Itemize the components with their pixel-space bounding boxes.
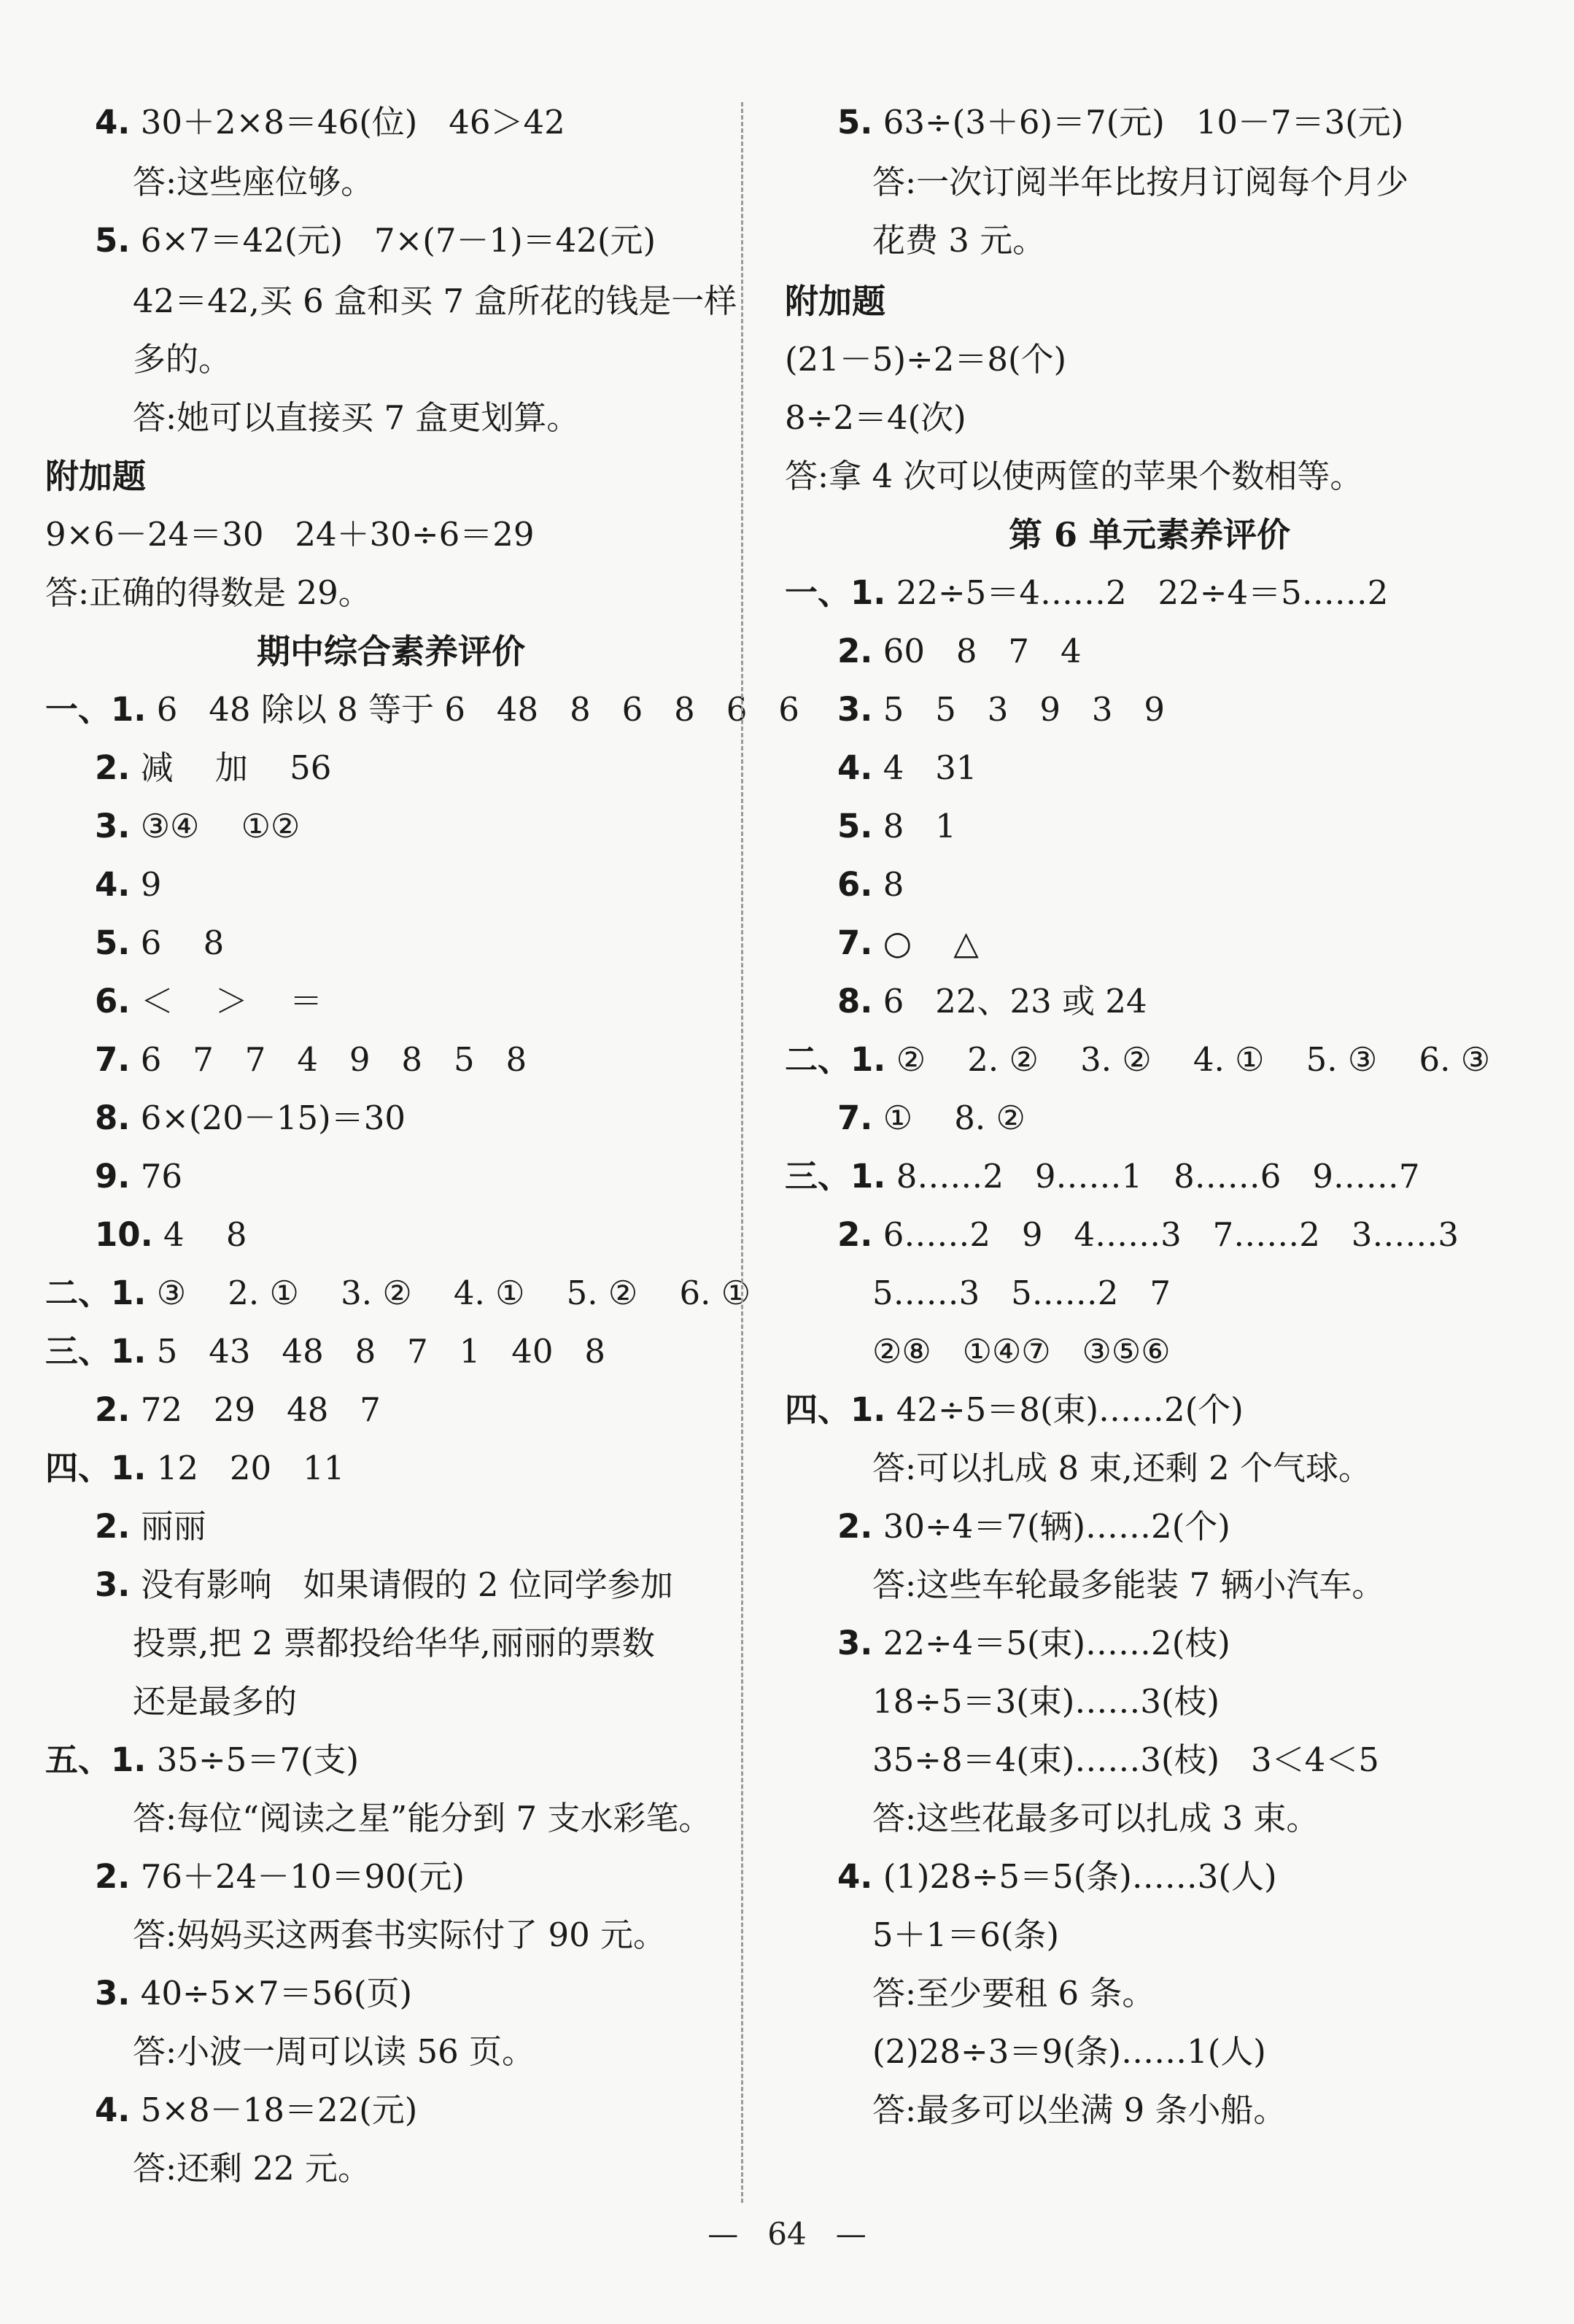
answer-line — [133, 1681, 297, 1722]
answer-text: 答:至少要租 6 条。 — [872, 1974, 1155, 2013]
answer-text: 还是最多的 — [133, 1682, 298, 1721]
question-number: 5. — [95, 221, 131, 260]
answer-line — [95, 1390, 381, 1430]
answer-text: 附加题 — [45, 457, 146, 496]
question-number: 9. — [95, 1157, 131, 1196]
answer-text: 18÷5＝3(束)……3(枝) — [872, 1682, 1220, 1721]
question-number: 5. — [837, 103, 873, 142]
question-number: 五、1. — [45, 1740, 147, 1779]
answer-text: 8 — [883, 865, 904, 904]
answer-text: ③ 2. ① 3. ② 4. ① 5. ② 6. ① — [156, 1274, 751, 1312]
answer-line — [95, 220, 656, 261]
question-number: 二、1. — [45, 1274, 147, 1312]
answer-line — [95, 748, 331, 789]
answer-text: 答:正确的得数是 29。 — [45, 573, 371, 612]
answer-text: 投票,把 2 票都投给华华,丽丽的票数 — [133, 1624, 655, 1662]
answer-text: 22÷4＝5(束)……2(枝) — [883, 1624, 1230, 1662]
answer-text: 63÷(3＋6)＝7(元) 10－7＝3(元) — [883, 103, 1404, 142]
answer-line — [872, 1331, 1171, 1372]
question-number: 一、1. — [45, 690, 147, 729]
answer-text: 12 20 11 — [156, 1449, 345, 1487]
answer-line — [837, 981, 1147, 1022]
question-number: 三、1. — [45, 1332, 147, 1371]
answer-text: 6×7＝42(元) 7×(7－1)＝42(元) — [140, 221, 656, 260]
answer-text: 6……2 9 4……3 7……2 3……3 — [883, 1215, 1459, 1254]
answer-text: ＜ ＞ ＝ — [140, 982, 323, 1020]
question-number: 7. — [837, 1099, 873, 1137]
answer-text: 9 — [140, 865, 162, 904]
answer-line — [872, 1915, 1059, 1956]
answer-text: 9×6－24＝30 24＋30÷6＝29 — [45, 515, 535, 554]
question-number: 3. — [837, 690, 873, 729]
answer-text: 多的。 — [133, 340, 232, 379]
answer-line — [95, 1856, 465, 1897]
question-number: 4. — [837, 748, 873, 787]
answer-line — [45, 514, 535, 555]
question-number: 4. — [837, 1857, 873, 1896]
answer-line — [837, 1215, 1459, 1255]
answer-text: 6 48 除以 8 等于 6 48 8 6 8 6 6 — [156, 690, 799, 729]
question-number: 6. — [95, 982, 131, 1020]
answer-line — [45, 1331, 605, 1372]
answer-line — [45, 1740, 359, 1781]
answer-text: 答:可以扎成 8 束,还剩 2 个气球。 — [872, 1449, 1371, 1487]
answer-text: 76 — [140, 1157, 182, 1196]
question-number: 10. — [95, 1215, 153, 1254]
answer-line — [837, 689, 1165, 730]
answer-text: (1)28÷5＝5(条)……3(人) — [883, 1857, 1277, 1896]
answer-text: 60 8 7 4 — [883, 632, 1082, 670]
answer-line — [785, 456, 1362, 497]
answer-text: 6 22、23 或 24 — [883, 982, 1147, 1020]
answer-text: 6×(20－15)＝30 — [140, 1099, 406, 1137]
answer-text: 76＋24－10＝90(元) — [140, 1857, 465, 1896]
answer-text: 35÷5＝7(支) — [156, 1740, 360, 1779]
answer-line — [45, 1448, 344, 1489]
answer-line — [872, 2031, 1266, 2072]
question-number: 2. — [837, 1507, 873, 1546]
answer-line — [872, 2090, 1286, 2131]
question-number: 2. — [837, 1215, 873, 1254]
answer-line — [133, 398, 579, 438]
answer-line — [133, 2148, 371, 2189]
answer-line — [95, 1156, 182, 1197]
section-heading — [785, 514, 1514, 555]
answer-line — [872, 1681, 1220, 1722]
answer-text: 答:妈妈买这两套书实际付了 90 元。 — [133, 1916, 667, 1954]
question-number: 3. — [95, 1974, 131, 2013]
answer-text: ③④ ①② — [140, 807, 301, 845]
answer-text: 答:一次订阅半年比按月订阅每个月少 — [872, 163, 1409, 201]
answer-text: 答:这些花最多可以扎成 3 束。 — [872, 1799, 1319, 1837]
question-number: 3. — [837, 1624, 873, 1662]
question-number: 5. — [837, 807, 873, 845]
question-number: 7. — [837, 923, 873, 962]
answer-text: 5＋1＝6(条) — [872, 1916, 1060, 1954]
answer-line — [133, 162, 373, 203]
answer-line — [837, 1098, 1026, 1139]
question-number: 2. — [95, 1857, 131, 1896]
answer-text: ○ △ — [883, 923, 979, 962]
answer-line — [95, 806, 300, 847]
answer-text: 6 8 — [140, 923, 225, 962]
answer-text: 22÷5＝4……2 22÷4＝5……2 — [896, 573, 1389, 612]
answer-text: 答:这些车轮最多能装 7 辆小汽车。 — [872, 1565, 1385, 1604]
answer-text: 6 7 7 4 9 8 5 8 — [140, 1040, 527, 1079]
answer-text: 8……2 9……1 8……6 9……7 — [896, 1157, 1420, 1196]
question-number: 一、1. — [785, 573, 886, 612]
answer-line — [837, 806, 956, 847]
answer-text: 没有影响 如果请假的 2 位同学参加 — [140, 1565, 673, 1604]
answer-line — [95, 1973, 412, 2014]
answer-line — [95, 864, 161, 905]
answer-line — [785, 573, 1388, 613]
question-number: 四、1. — [45, 1449, 147, 1487]
answer-line — [837, 1623, 1230, 1664]
answer-text: 4 31 — [883, 748, 977, 787]
section-heading — [45, 631, 737, 672]
answer-line — [45, 1273, 751, 1314]
question-number: 三、1. — [785, 1157, 886, 1196]
answer-text: 42÷5＝8(束)……2(个) — [896, 1390, 1244, 1429]
answer-text: 答:小波一周可以读 56 页。 — [133, 2032, 535, 2071]
question-number: 6. — [837, 865, 873, 904]
question-number: 2. — [95, 1507, 131, 1546]
answer-text: 8 1 — [883, 807, 956, 845]
question-number: 8. — [95, 1099, 131, 1137]
question-number: 2. — [95, 1390, 131, 1429]
answer-text: 答:拿 4 次可以使两筐的苹果个数相等。 — [785, 457, 1363, 495]
answer-line — [837, 864, 904, 905]
answer-line — [133, 1623, 655, 1664]
question-number: 7. — [95, 1040, 131, 1079]
answer-text: 期中综合素养评价 — [257, 632, 525, 671]
answer-line — [837, 748, 977, 789]
answer-text: 35÷8＝4(束)……3(枝) 3＜4＜5 — [872, 1740, 1379, 1779]
answer-line — [95, 923, 224, 964]
answer-line — [837, 102, 1403, 143]
answer-line — [133, 1798, 711, 1839]
answer-text: 5 43 48 8 7 1 40 8 — [156, 1332, 606, 1371]
answer-line — [45, 573, 371, 613]
answer-text: (21－5)÷2＝8(个) — [785, 340, 1067, 379]
answer-text: 40÷5×7＝56(页) — [140, 1974, 413, 2013]
answer-line — [95, 102, 565, 143]
section-heading — [785, 281, 885, 322]
answer-text: ① 8. ② — [883, 1099, 1026, 1137]
answer-text: 丽丽 — [140, 1507, 206, 1546]
answer-text: 5……3 5……2 7 — [872, 1274, 1171, 1312]
answer-line — [133, 2031, 535, 2072]
answer-text: 30＋2×8＝46(位) 46＞42 — [140, 103, 565, 142]
answer-text: (2)28÷3＝9(条)……1(人) — [872, 2032, 1266, 2071]
answer-text: 附加题 — [785, 282, 885, 321]
answer-line — [95, 981, 322, 1022]
answer-line — [872, 1798, 1319, 1839]
answer-line — [872, 1973, 1155, 2014]
answer-line — [95, 1098, 406, 1139]
answer-line — [133, 1915, 666, 1956]
page-number: — 64 — — [707, 2216, 867, 2252]
question-number: 3. — [95, 1565, 131, 1604]
answer-line — [837, 923, 979, 964]
answer-line — [95, 2090, 417, 2131]
question-number: 4. — [95, 103, 131, 142]
answer-text: 42＝42,买 6 盒和买 7 盒所花的钱是一样 — [133, 282, 737, 320]
answer-line — [785, 398, 966, 438]
question-number: 4. — [95, 2091, 131, 2129]
answer-line — [95, 1215, 247, 1255]
answer-line — [872, 1448, 1371, 1489]
answer-line — [872, 1273, 1171, 1314]
question-number: 四、1. — [785, 1390, 886, 1429]
answer-line — [872, 162, 1408, 203]
question-number: 二、1. — [785, 1040, 886, 1079]
question-number: 2. — [95, 748, 131, 787]
question-number: 5. — [95, 923, 131, 962]
answer-text: 第 6 单元素养评价 — [1008, 515, 1291, 554]
answer-line — [872, 220, 1045, 261]
column-divider — [741, 102, 743, 2203]
question-number: 2. — [837, 632, 873, 670]
answer-text: 30÷4＝7(辆)……2(个) — [883, 1507, 1230, 1546]
section-heading — [45, 456, 146, 497]
answer-line — [785, 339, 1066, 380]
answer-text: 答:这些座位够。 — [133, 163, 374, 201]
answer-text: 5 5 3 9 3 9 — [883, 690, 1166, 729]
answer-text: ② 2. ② 3. ② 4. ① 5. ③ 6. ③ — [896, 1040, 1491, 1079]
answer-text: 答:最多可以坐满 9 条小船。 — [872, 2091, 1287, 2129]
answer-line — [95, 1506, 206, 1547]
answer-text: 4 8 — [163, 1215, 247, 1254]
answer-text: 答:她可以直接买 7 盒更划算。 — [133, 398, 580, 437]
question-number: 8. — [837, 982, 873, 1020]
answer-text: 答:每位“阅读之星”能分到 7 支水彩笔。 — [133, 1799, 712, 1837]
answer-line — [785, 1390, 1244, 1430]
answer-line — [872, 1565, 1384, 1606]
answer-line — [95, 1039, 527, 1080]
answer-line — [133, 281, 737, 322]
answer-line — [837, 1856, 1277, 1897]
answer-text: 8÷2＝4(次) — [785, 398, 966, 437]
answer-text: 72 29 48 7 — [140, 1390, 381, 1429]
answer-text: 答:还剩 22 元。 — [133, 2149, 371, 2188]
answer-line — [95, 1565, 673, 1606]
answer-text: 5×8－18＝22(元) — [140, 2091, 418, 2129]
answer-line — [872, 1740, 1379, 1781]
question-number: 3. — [95, 807, 131, 845]
answer-text: ②⑧ ①④⑦ ③⑤⑥ — [872, 1332, 1171, 1371]
answer-line — [837, 631, 1082, 672]
answer-line — [45, 689, 799, 730]
answer-line — [133, 339, 231, 380]
answer-text: 花费 3 元。 — [872, 221, 1046, 260]
answer-line — [785, 1039, 1490, 1080]
answer-text: 减 加 56 — [140, 748, 332, 787]
answer-line — [785, 1156, 1420, 1197]
answer-line — [837, 1506, 1230, 1547]
question-number: 4. — [95, 865, 131, 904]
